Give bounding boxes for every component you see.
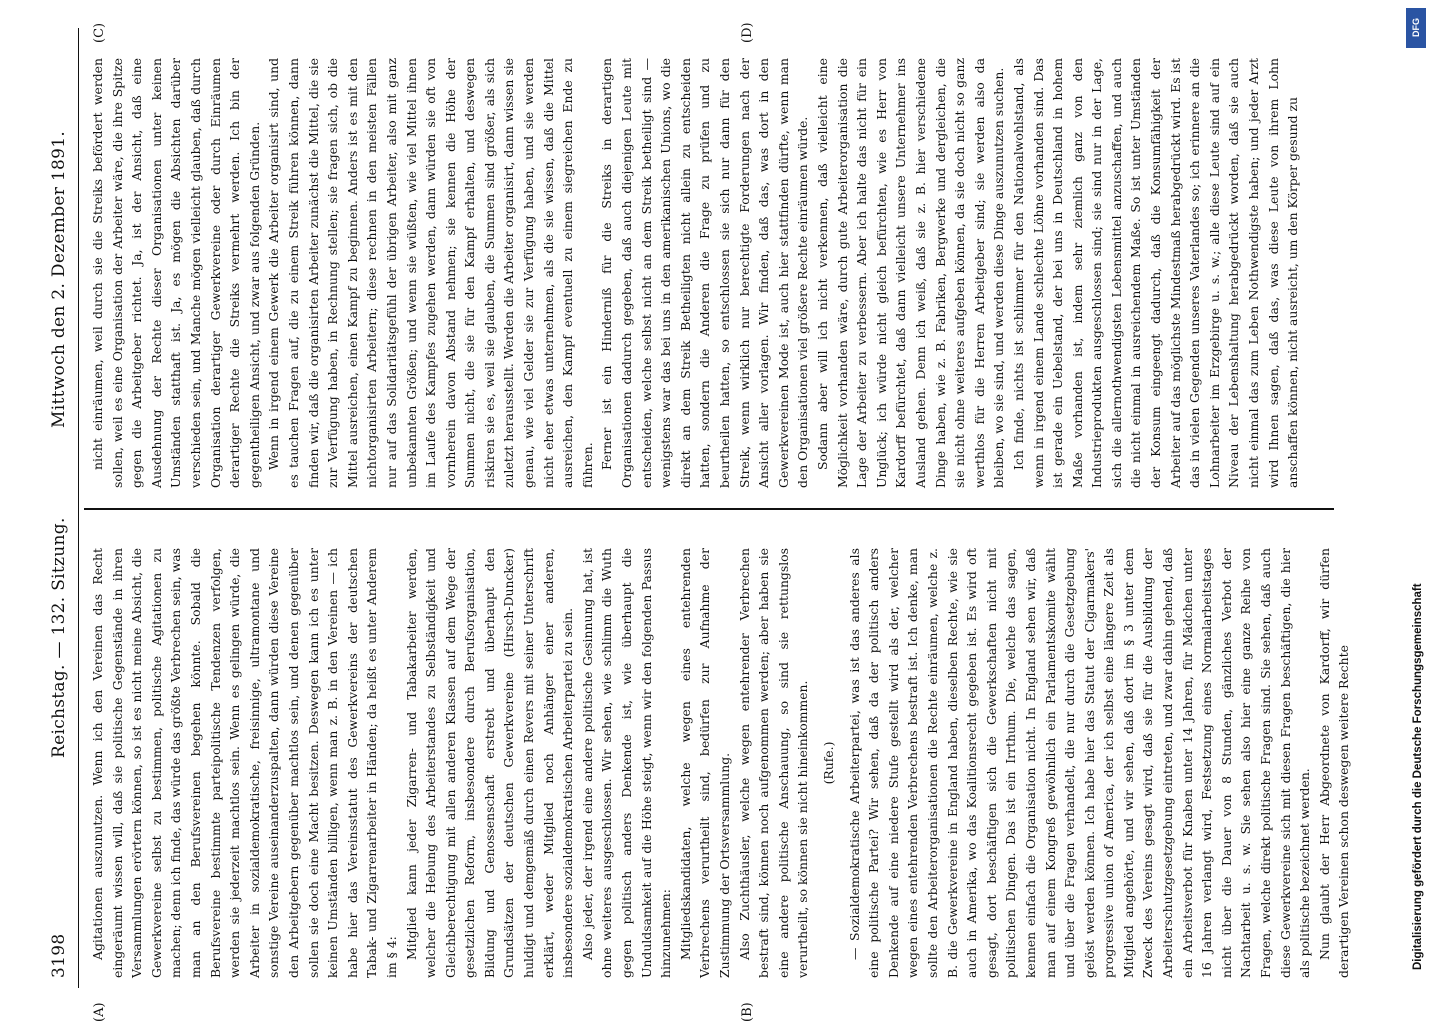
- rotated-page: [40, 22, 1400, 1022]
- quoted-statute: Mitglied kann jeder Zigarren- und Tabakarbeiter werden, welcher die Hebung des Arbeiterstandes zu Selbständigkeit und Gleichberechtigung mit allen anderen Klassen auf dem Wege der gesetzlichen Reform, insbesondere durch Berufsorganisation, Bildung und Genossenschaft erstrebt und überhaupt den Grundsätzen der deutschen Gewerkvereine (Hirsch-Duncker) huldigt und demgemäß durch einen Revers mit seiner Unterschrift erklärt, weder Mitglied noch Anhänger einer anderen, insbesondere sozialdemokratischen Arbeiterpartei zu sein.: [403, 548, 576, 978]
- paragraph: Also Zuchthäusler, welche wegen entehrender Verbrechen bestraft sind, können noch aufgenommen werden; aber haben sie eine andere politische Anschauung, so sind sie rettungslos verurtheilt, so können sie nicht hineinkommen.: [736, 548, 811, 978]
- right-column: [88, 58, 1328, 488]
- interjection: (Rufe.): [820, 741, 836, 785]
- paragraph: nicht einräumen, weil durch sie die Streiks befördert werden sollen, weil es eine Organisation der Arbeiter wäre, die ihre Spitze gegen die Arbeitgeber richtet. Ja, ist der Ansicht, daß eine Ausdehnung der Rechte dieser Organisationen unter keinen Umständen statthaft ist. Ja, es mögen die Absichten darüber verschieden sein, und Manche mögen vielleicht glauben, daß durch Organisation derartiger Gewerkvereine oder durch Einräumen derartiger Rechte die Streiks vermehrt werden. Ich bin der gegentheiligen Ansicht, und zwar aus folgenden Gründen.: [90, 58, 262, 488]
- paragraph: Sodann aber will ich nicht verkennen, daß vielleicht eine Möglichkeit vorhanden wäre, durch gute Arbeiterorganisation die Lage der Arbeiter zu verbessern. Aber ich halte das nicht für ein Unglück; ich würde nicht gleich befürchten, wie es Herr von Kardorff befürchtet, daß dann vielleicht unsere Unternehmer ins Ausland gehen. Denn ich weiß, daß sie z. B. hier verschiedene Dinge haben, wie z. B. Fabriken, Bergwerke und dergleichen, die sie nicht ohne weiteres aufgeben können, da sie doch nicht so ganz werthlos für die Herren Arbeitgeber sind; sie werden also da bleiben, wo sie sind, und werden diese Dinge auszunutzen suchen.: [814, 58, 1007, 488]
- margin-marker-d: (D): [740, 22, 755, 43]
- digitization-credit: Digitalisierung gefördert durch die Deutsche Forschungsgemeinschaft: [1412, 583, 1424, 970]
- page-header: [40, 28, 79, 988]
- paragraph: Agitationen auszunutzen. Wenn ich den Vereinen das Recht eingeräumt wissen will, daß sie politische Gegenstände in ihren Versammlungen erörtern können, so ist es nicht meine Absicht, die Gewerkvereine selbst zu bestimmen, politische Agitationen zu machen; denn ich finde, das würde das größte Verbrechen sein, was man an den Berufsvereinen begehen könnte. Sobald die Berufsvereine bestimmte parteipolitische Tendenzen verfolgen, werden sie jederzeit machtlos sein. Wenn es gelingen würde, die Arbeiter in sozialdemokratische, freisinnige, ultramontane und sonstige Vereine auseinanderzuspalten, dann würden diese Vereine den Arbeitgebern gegenüber machtlos sein, und denen gegenüber sollen sie doch eine Macht besitzen. Deswegen kann ich es unter keinen Umständen billigen, wenn man z. B. in den Vereinen — ich habe hier das Vereinsstatut des Gewerkvereins der deutschen Tabak- und Zigarrenarbeiter in Händen; da heißt es unter Anderem im § 4:: [90, 548, 399, 978]
- dfg-logo: DFG: [1406, 8, 1426, 48]
- paragraph: Wenn in irgend einem Gewerk die Arbeiter organisirt sind, und es tauchen Fragen auf, die zu einem Streik führen können, dann finden wir, daß die organisirten Arbeiter zunächst die Mittel, die sie zur Verfügung haben, in Rechnung stellen; sie fragen sich, ob die Mittel ausreichen, einen Kampf zu beginnen. Anders ist es mit den nichtorganisirten Arbeitern; diese rechnen in den meisten Fällen nur auf das Solidaritätsgefühl der übrigen Arbeiter, also mit ganz unbekannten Größen; und wenn sie wüßten, wie viel Mittel ihnen im Laufe des Kampfes zugehen werden, dann würden sie oft von vornherein davon Abstand nehmen; sie kennen die Höhe der Summen nicht, die sie für den Kampf erhalten, und deswegen riskiren sie es, weil sie glauben, die Summen sind größer, als sich zuletzt herausstellt. Werden die Arbeiter organisirt, dann wissen sie genau, wie viel Gelder sie zur Verfügung haben, und sie werden nicht eher etwas unternehmen, als die sie wissen, daß die Mittel ausreichen, den Kampf eventuell zu einem siegreichen Ende zu führen.: [266, 58, 595, 488]
- column-divider: [84, 509, 1334, 511]
- session-date: Mittwoch den 2. Dezember 1891.: [49, 130, 69, 428]
- paragraph: Also jeder, der irgend eine andere politische Gesinnung hat, ist ohne weiteres ausgeschlossen. Wir sehen, wie schlimm die Wuth gegen politisch anders Denkende ist, wie überhaupt die Unduldsamkeit auf die Höhe steigt, wenn wir den folgenden Passus hinzunehmen:: [579, 548, 674, 978]
- margin-marker-a: (A): [92, 1002, 107, 1022]
- paragraph: — Sozialdemokratische Arbeiterpartei, was ist das anderes als eine politische Partei? Wir sehen, daß da der politisch anders Denkende auf eine niedere Stufe gestellt wird als der, welcher wegen eines entehrenden Verbrechens bestraft ist. Ich denke, man sollte den Arbeiterorganisationen die Rechte einräumen, welche z. B. die Gewerkvereine in England haben, dieselben Rechte, wie sie auch in Amerika, wo das Koalitionsrecht gegeben ist. Es wird oft gesagt, dort beschäftigen sich die Gewerkschaften nicht mit politischen Dingen. Das ist ein Irrthum. Die, welche das sagen, kennen einfach die Organisation nicht. In England sehen wir, daß man auf einem Kongreß gewöhnlich ein Parlamentskomite wählt und über die Fragen verhandelt, die nur durch die Gesetzgebung gelöst werden können. Ich habe hier das Statut der Cigarmakers' progressive union of America, der ich selbst eine längere Zeit als Mitglied angehörte, und wir sehen, daß dort im § 3 unter dem Zweck des Vereins gesagt wird, daß sie für die Ausbildung der Arbeiterschutzgesetzgebung eintreten, und zwar dahin gehend, daß ein Arbeitsverbot für Knaben unter 14 Jahren, für Mädchen unter 16 Jahren verlangt wird, Festsetzung eines Normalarbeitstages nicht über die Dauer von 8 Stunden, gänzliches Verbot der Nachtarbeit u. s. w. Sie sehen also hier eine ganze Reihe von Fragen, welche direkt politische Fragen sind. Sie sehen, daß auch diese Gewerkvereine sich mit diesen Fragen beschäftigen, die hier als politische bezeichnet werden.: [846, 548, 1313, 978]
- paragraph: Nun glaubt der Herr Abgeordnete von Kardorff, wir dürfen derartigen Vereinen schon deswegen weitere Rechte: [1316, 548, 1352, 978]
- margin-marker-c: (C): [92, 22, 107, 43]
- paragraph: Ich finde, nichts ist schlimmer für den Nationalwohlstand, als wenn in irgend einem Lande schlechte Löhne vorhanden sind. Das ist gerade ein Uebelstand, der bei uns in Deutschland in hohem Maße vorhanden ist, indem sehr ziemlich ganz von den Industrieprodukten ausgeschlossen sind; sie sind nur in der Lage, sich die allernothwendigsten Lebensmittel anzuschaffen, und auch die nicht einmal in ausreichendem Maße. So ist unter Umständen der Konsum eingeengt dadurch, daß die Konsumfähigkeit der Arbeiter auf das möglichste Mindestmaß herabgedrückt wird. Es ist das in vielen Gegenden unseres Vaterlandes so; ich erinnere an die Lohnarbeiter im Erzgebirge u. s. w.; alle diese Leute sind auf ein Niveau der Lebenshaltung herabgedrückt worden, daß sie auch nicht einmal das zum Leben Nothwendigste haben; und jeder Arzt wird Ihnen sagen, daß das, was diese Leute von ihrem Lohn anschaffen können, nicht ausreicht, um den Körper gesund zu: [1010, 58, 1301, 488]
- margin-marker-b: (B): [740, 1002, 755, 1022]
- paragraph: Ferner ist ein Hinderniß für die Streiks in derartigen Organisationen dadurch gegeben, daß auch diejenigen Leute mit entscheiden, welche selbst nicht an dem Streik betheiligt sind — wenigstens war das bei uns in den amerikanischen Unions, wo die direkt an dem Streik Betheiligten nicht allein zu entscheiden hatten, sondern die Anderen die Frage zu prüfen und zu beurtheilen hatten, so entschlossen sie sich nur dann für den Streik, wenn wirklich nur berechtigte Forderungen nach der Ansicht aller vorlagen. Wir finden, daß das, was dort in den Gewerkvereinen Mode ist, auch hier stattfinden dürfte, wenn man den Organisationen viel größere Rechte einräumen würde.: [599, 58, 811, 488]
- quoted-statute: Mitgliedskandidaten, welche wegen eines entehrenden Verbrechens verurtheilt sind, bedürfen zur Aufnahme der Zustimmung der Ortsversammlung.: [677, 548, 732, 978]
- session-title: Reichstag. — 132. Sitzung.: [49, 517, 69, 758]
- left-column: [88, 548, 1352, 978]
- page-number: 3198: [49, 933, 69, 978]
